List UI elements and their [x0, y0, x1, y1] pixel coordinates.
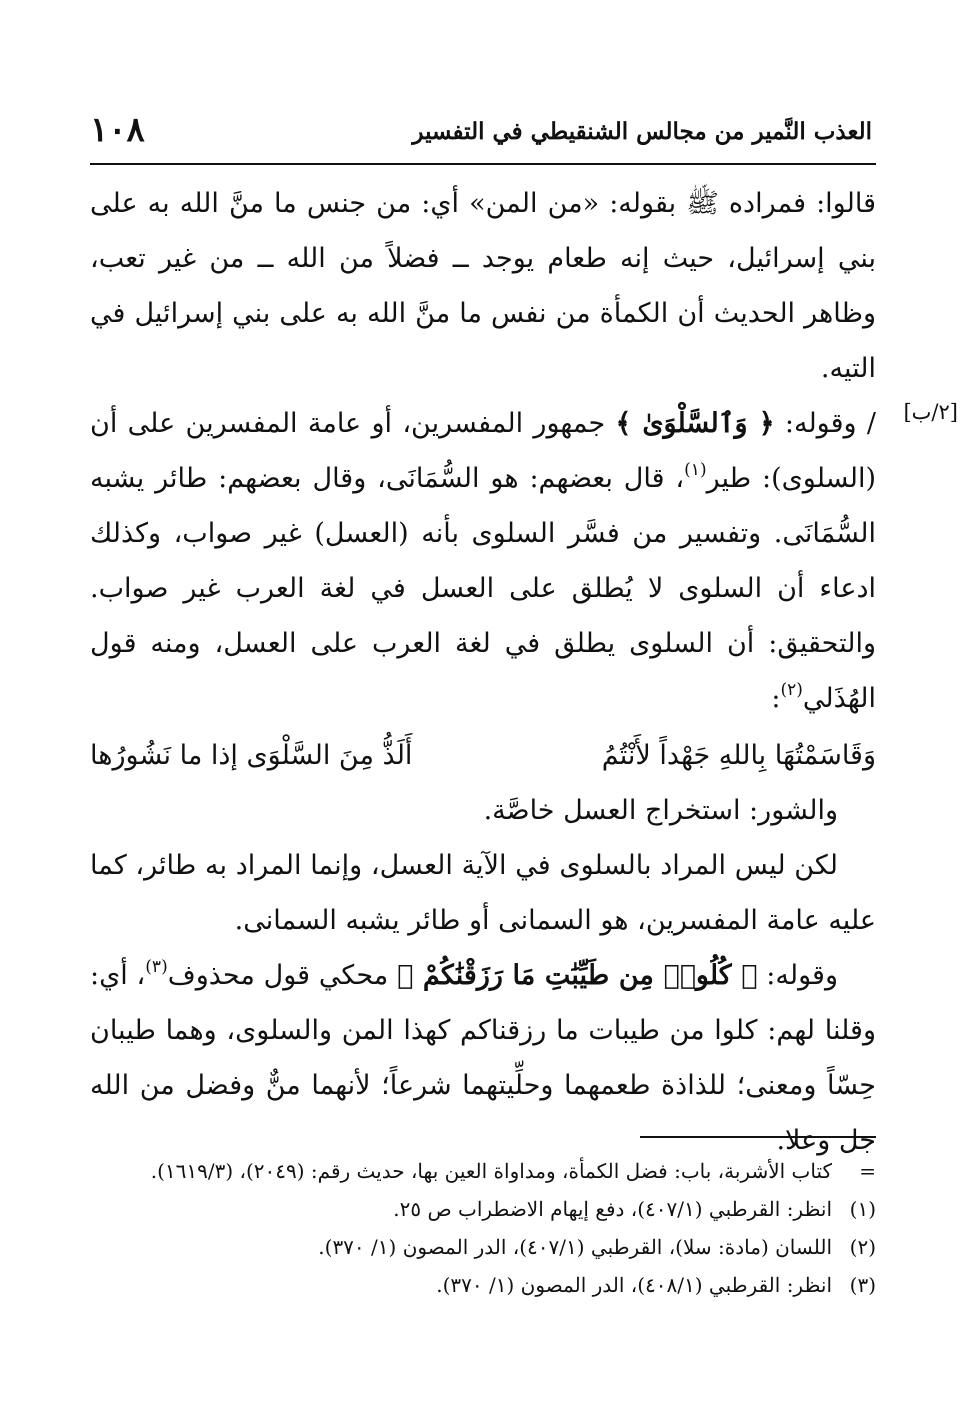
paragraph-hadith-explanation: قالوا: فمراده ﷺ بقوله: «من المن» أي: من جنس ما منَّ الله به على بني إسرائيل، حيث إنه طعام يوجد ــ فضلاً من الله ــ من غير تعب، وظاهر الحديث أن الكمأة من نفس ما منَّ الله به على بني إسرائيل في التيه.	[90, 188, 876, 384]
footnote-ref-3: (٣)	[145, 957, 168, 977]
footnote-continuation	[90, 1152, 876, 1190]
manuscript-folio-marker: [٢/ب]	[903, 400, 958, 424]
quran-quote-salwa: ﴿ وَٱلسَّلْوَىٰ ﴾	[615, 408, 775, 439]
paragraph-kulu-intro: وقوله:	[757, 960, 839, 991]
paragraph-salwa-text-2: ، قال بعضهم: هو السُّمَانَى، وقال بعضهم: طائر يشبه السُّمَانَى. وتفسير من فسَّر السلوى بأنه (العسل) غير صواب، وكذلك ادعاء أن السلوى لا يُطلق على العسل في لغة العرب غير صواب. والتحقيق: أن السلوى يطلق في لغة العرب على العسل، ومنه قول الهُذَلي	[90, 463, 876, 714]
footnote-3-mark: (٣)	[849, 1273, 876, 1297]
footnote-1-text: انظر: القرطبي (٤٠٧/١)، دفع إيهام الاضطراب ص ٢٥.	[393, 1197, 832, 1221]
footnote-1	[90, 1190, 876, 1228]
continuation-mark: =	[859, 1159, 876, 1183]
paragraph-kulu-text-2: ، أي: وقلنا لهم: كلوا من طيبات ما رزقناكم كهذا المن والسلوى، وهما طيبان حِسّاً ومعنى؛ للذاذة طعمهما وحلِّيتهما شرعاً؛ لأنهما منٌّ وفضل من الله جل وعلا.	[90, 960, 876, 1156]
footnote-2-mark: (٢)	[849, 1235, 876, 1259]
running-header-title: العذب النَّمير من مجالس الشنقيطي في التفسير	[412, 118, 872, 145]
page-number: ١٠٨	[90, 110, 145, 150]
paragraph-kulu-text-1: محكي قول محذوف	[167, 960, 398, 991]
footnote-3	[90, 1266, 876, 1304]
paragraph-salwa-meaning: لكن ليس المراد بالسلوى في الآية العسل، وإنما المراد به طائر، كما عليه عامة المفسرين، هو السمانى أو طائر يشبه السمانى.	[90, 850, 876, 936]
paragraph-shawr-definition: والشور: استخراج العسل خاصَّة.	[483, 795, 838, 826]
verse-second-hemistich: أَلَذُّ مِنَ السَّلْوَى إذا ما نَشُورُها	[90, 740, 413, 771]
paragraph-salwa	[90, 396, 876, 726]
footnote-1-mark: (١)	[849, 1197, 876, 1221]
paragraph-kulu	[90, 948, 876, 1168]
footnote-continuation-text: كتاب الأشربة، باب: فضل الكمأة، ومداواة العين بها، حديث رقم: (٢٠٤٩)، (١٦١٩/٣).	[150, 1159, 832, 1183]
footnote-ref-1: (١)	[684, 460, 707, 480]
footnote-ref-2: (٢)	[780, 680, 803, 700]
footnotes	[90, 1152, 876, 1304]
main-text	[90, 176, 876, 1168]
paragraph-salwa-intro: / وقوله:	[774, 408, 876, 439]
verse-first-hemistich: وَقَاسَمْتُهَا بِاللهِ جَهْداً لأَنْتُمُ	[601, 740, 876, 771]
footnote-3-text: انظر: القرطبي (٤٠٨/١)، الدر المصون (١/ ٣٧٠).	[436, 1273, 832, 1297]
header-rule	[90, 163, 876, 165]
footnote-2	[90, 1228, 876, 1266]
footnote-separator	[640, 1136, 876, 1138]
poetry-verse	[90, 728, 876, 783]
footnote-2-text: اللسان (مادة: سلا)، القرطبي (٤٠٧/١)، الدر المصون (١/ ٣٧٠).	[318, 1235, 832, 1259]
quran-quote-kulu: ﴿ كُلُوا۟ مِن طَيِّبَٰتِ مَا رَزَقْنَٰكُمْ ﴾	[397, 960, 758, 991]
paragraph-salwa-colon: :	[771, 683, 781, 714]
paragraph-salwa-text-1: جمهور المفسرين، أو عامة المفسرين على أن (السلوى): طير	[90, 408, 876, 494]
